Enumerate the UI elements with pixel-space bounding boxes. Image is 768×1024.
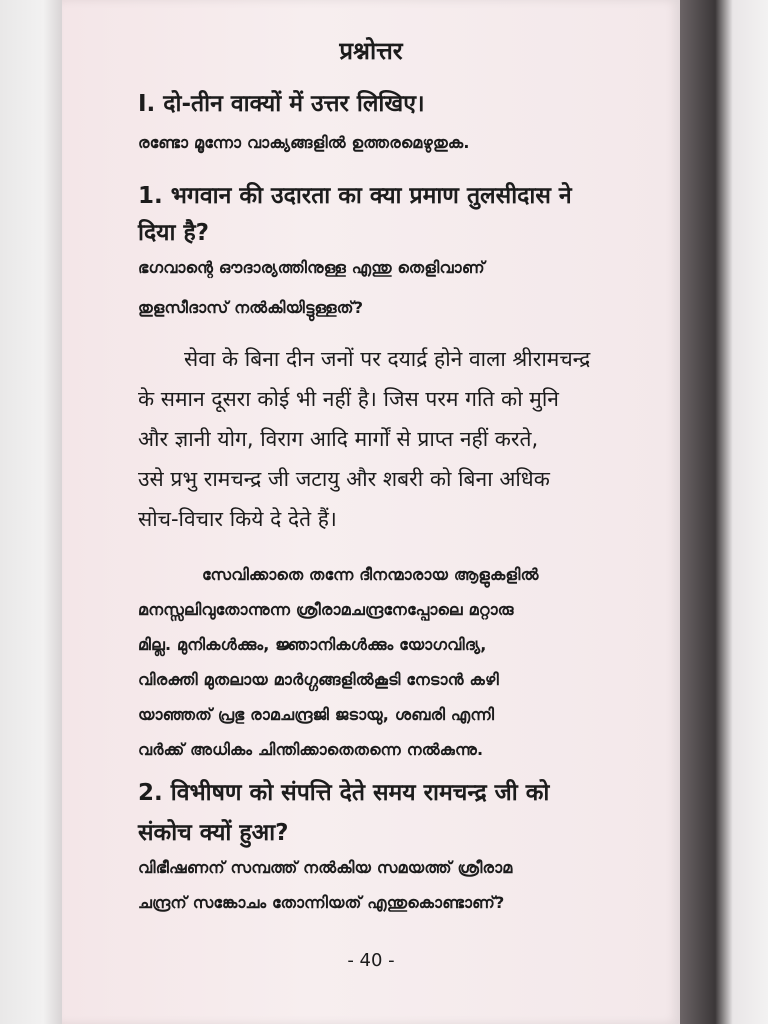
page-number: - 40 - [347, 950, 395, 971]
question-2-malayalam-line-1: വിഭീഷണന് സമ്പത്ത് നൽകിയ സമയത്ത് ശ്രീരാമ [138, 858, 513, 877]
answer-1-hindi-line: और ज्ञानी योग, विराग आदि मार्गों से प्राप्त नहीं करते, [138, 427, 539, 451]
answer-1-malayalam-line: മനസ്സലിവുതോന്നുന്ന ശ്രീരാമചന്ദ്രനേപ്പോലെ മറ്റാരു [138, 600, 514, 619]
answer-1-hindi-line: के समान दूसरा कोई भी नहीं है। जिस परम गति को मुनि [138, 387, 559, 411]
answer-1-malayalam-line: യാഞ്ഞത് പ്രഭു രാമചന്ദ്രജി ജടായു, ശബരി എന്നി [138, 705, 495, 724]
question-1-malayalam-line-1: ഭഗവാന്റെ ഔദാര്യത്തിനുള്ള എന്തു തെളിവാണ് [138, 258, 485, 277]
section-heading-hindi: I. दो-तीन वाक्यों में उत्तर लिखिए। [138, 91, 425, 117]
book-gutter-left [0, 0, 62, 1024]
answer-1-malayalam-line: മില്ല. മുനികൾക്കും, ജ്ഞാനികൾക്കും യോഗവിദ്യ, [138, 635, 487, 654]
answer-1-hindi-line: सोच-विचार किये दे देते हैं। [138, 507, 337, 531]
book-edge-right [680, 0, 768, 1024]
answer-1-malayalam-line: വർക്ക് അധികം ചിന്തിക്കാതെതന്നെ നൽകുന്നു. [138, 740, 484, 759]
question-1-malayalam-line-2: തുളസീദാസ് നൽകിയിട്ടുള്ളത്? [138, 298, 364, 317]
question-2-hindi-line-2: संकोच क्यों हुआ? [138, 820, 289, 846]
answer-1-malayalam-line: സേവിക്കാതെ തന്നേ ദീനന്മാരായ ആളുകളിൽ [202, 565, 539, 584]
question-2-malayalam-line-2: ചന്ദ്രന് സങ്കോചം തോന്നിയത് എന്തുകൊണ്ടാണ്? [138, 893, 505, 912]
book-page [62, 0, 680, 1024]
page-title: प्रश्नोत्तर [339, 37, 403, 65]
question-1-hindi-line-1: 1. भगवान की उदारता का क्या प्रमाण तुलसीदास ने [138, 183, 572, 209]
section-heading-malayalam: രണ്ടോ മൂന്നോ വാക്യങ്ങളിൽ ഉത്തരമെഴുതുക. [138, 133, 470, 152]
question-1-hindi-line-2: दिया है? [138, 220, 210, 246]
question-2-hindi-line-1: 2. विभीषण को संपत्ति देते समय रामचन्द्र जी को [138, 780, 550, 806]
answer-1-hindi-line: उसे प्रभु रामचन्द्र जी जटायु और शबरी को बिना अधिक [138, 467, 550, 491]
answer-1-hindi-line: सेवा के बिना दीन जनों पर दयार्द्र होने वाला श्रीरामचन्द्र [184, 347, 591, 371]
answer-1-malayalam-line: വിരക്തി മുതലായ മാർഗ്ഗങ്ങളിൽകൂടി നേടാൻ കഴി [138, 670, 499, 689]
